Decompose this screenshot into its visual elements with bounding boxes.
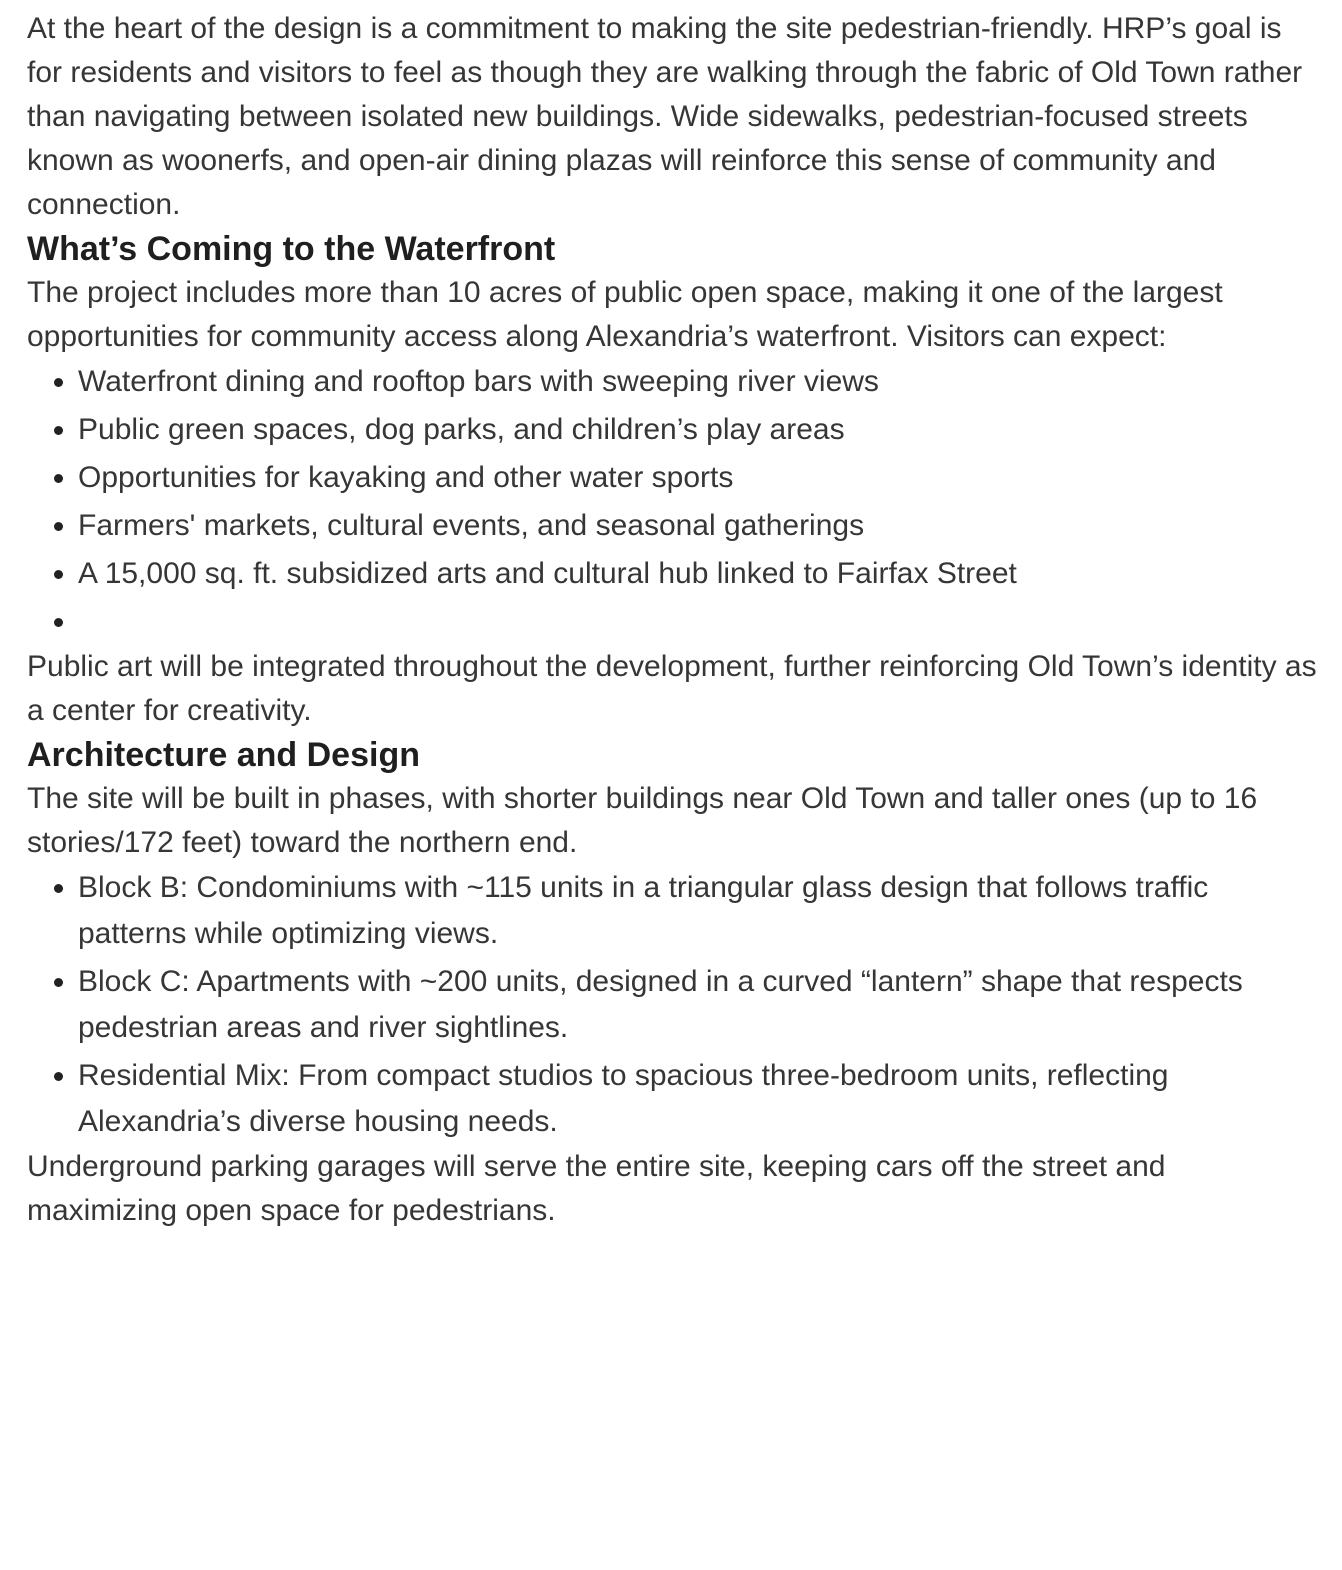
list-item-farmers-markets: • Farmers' markets, cultural events, and seasonal gatherings xyxy=(78,503,1317,549)
list-item-green-spaces: • Public green spaces, dog parks, and children’s play areas xyxy=(78,407,1317,453)
list-item-kayaking: • Opportunities for kayaking and other water sports xyxy=(78,455,1317,501)
intro-paragraph: At the heart of the design is a commitment to making the site pedestrian-friendly. HRP’s goal is for residents and visitors to feel as though they are walking through the fabric of Old Town rather than navigating between isolated new buildings. Wide sidewalks, pedestrian-focused streets known as woonerfs, and open-air dining plazas will reinforce this sense of community and connection. xyxy=(27,12,1303,221)
list-item-waterfront-dining: • Waterfront dining and rooftop bars with sweeping river views xyxy=(78,359,1317,405)
list-item-block-c: • Block C: Apartments with ~200 units, designed in a curved “lantern” shape that respects pedestrian areas and river sightlines. xyxy=(78,959,1317,1051)
architecture-intro-paragraph: The site will be built in phases, with shorter buildings near Old Town and taller ones (up to 16 stories/172 feet) toward the northern end. xyxy=(27,782,1258,859)
article-body xyxy=(27,7,1317,1233)
waterfront-intro-paragraph: The project includes more than 10 acres of public open space, making it one of the largest opportunities for community access along Alexandria’s waterfront. Visitors can expect: xyxy=(27,276,1223,353)
list-item-residential-mix: • Residential Mix: From compact studios to spacious three-bedroom units, reflecting Alexandria’s diverse housing needs. xyxy=(78,1053,1317,1145)
architecture-bullet-list xyxy=(27,865,1317,1145)
parking-paragraph: Underground parking garages will serve the entire site, keeping cars off the street and maximizing open space for pedestrians. xyxy=(27,1150,1166,1227)
list-item-arts-hub: • A 15,000 sq. ft. subsidized arts and cultural hub linked to Fairfax Street xyxy=(78,551,1317,597)
section-heading-waterfront: What’s Coming to the Waterfront xyxy=(27,230,556,268)
waterfront-bullet-list xyxy=(27,359,1317,645)
section-heading-architecture: Architecture and Design xyxy=(27,736,420,774)
list-item-block-b: • Block B: Condominiums with ~115 units in a triangular glass design that follows traffic patterns while optimizing views. xyxy=(78,865,1317,957)
list-item-empty xyxy=(78,599,1317,645)
waterfront-outro-paragraph: Public art will be integrated throughout the development, further reinforcing Old Town’s identity as a center for creativity. xyxy=(27,650,1317,727)
